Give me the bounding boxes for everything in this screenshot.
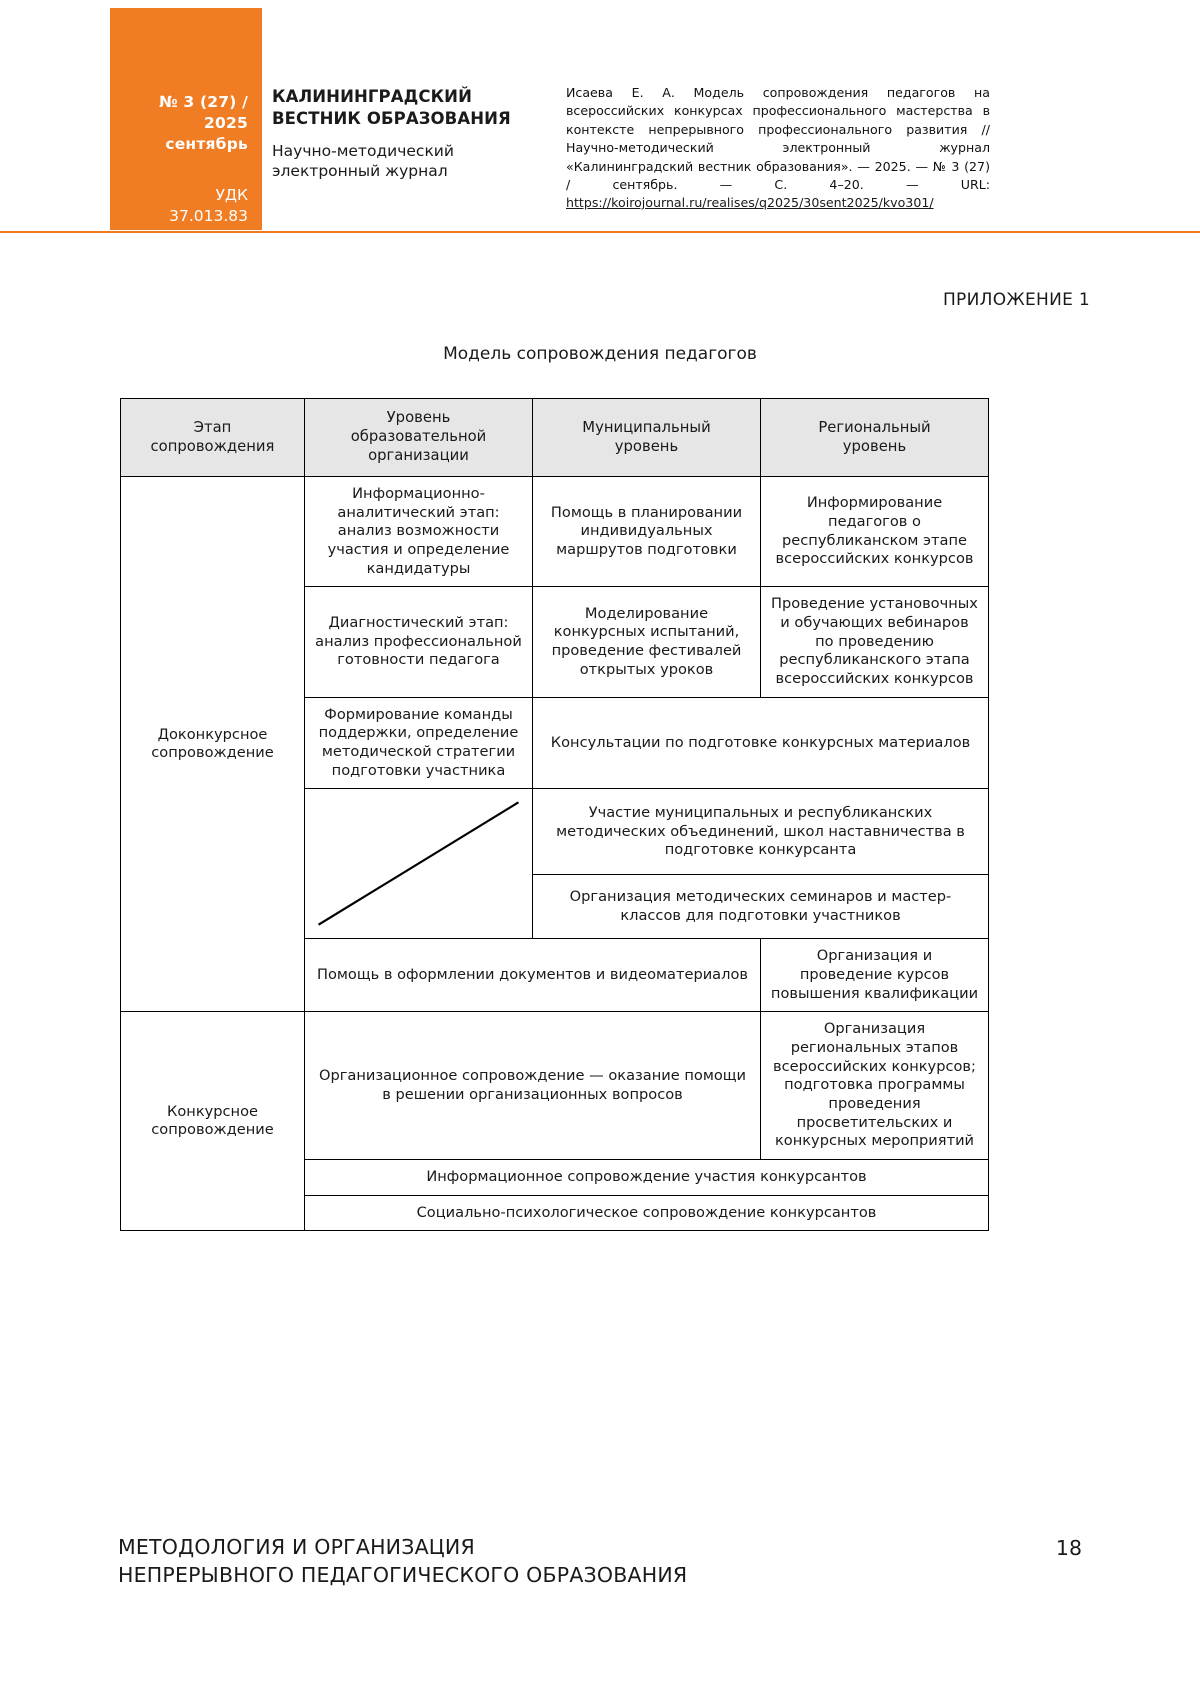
column-header-municipal-level (533, 399, 761, 477)
udk-block (110, 185, 248, 227)
diagonal-strike-cell (305, 789, 533, 939)
cell-r2c4: Проведение установочных и обучающих вебинаров по проведению республиканского этапа всероссийских конкурсов (761, 587, 989, 697)
issue-number-line1: № 3 (27) / 2025 (158, 93, 248, 132)
journal-title (272, 86, 542, 130)
cell-r6c23: Помощь в оформлении документов и видеоматериалов (305, 939, 761, 1012)
cell-r6c4: Организация и проведение курсов повышения квалификации (761, 939, 989, 1012)
cell-r2c3: Моделирование конкурсных испытаний, проведение фестивалей открытых уроков (533, 587, 761, 697)
diagonal-line-icon (313, 797, 524, 930)
citation-block (566, 84, 990, 213)
model-support-table (120, 398, 989, 1231)
table-row (121, 477, 989, 587)
column-header-regional-level (761, 399, 989, 477)
page-title: Модель сопровождения педагогов (443, 344, 757, 364)
model-table-container (120, 398, 988, 1231)
column-header-municipal-level-l2: уровень (614, 437, 679, 455)
column-header-school-level-l2: образовательной (350, 428, 487, 446)
stage-cell-preconkurs (121, 477, 305, 1012)
footer-section-title (118, 1534, 818, 1589)
page-number: 18 (1055, 1536, 1082, 1561)
page-footer (118, 1534, 1082, 1589)
cell-r2c2: Диагностический этап: анализ профессиональной готовности педагога (305, 587, 533, 697)
udk-label: УДК (215, 185, 248, 204)
column-header-stage-l2: сопровождения (150, 437, 275, 455)
column-header-municipal-level-l1: Муниципальный (582, 418, 711, 436)
column-header-school-level-l1: Уровень (386, 409, 451, 427)
citation-text: Исаева Е. А. Модель сопровождения педагогов на всероссийских конкурсах профессионального мастерства в контексте непрерывного профессионального развития // Научно-методический электронный журнал «Калининградский вестник образования». — 2025. — № 3 (27) / сентябрь. — С. 4–20. — URL: (566, 85, 990, 192)
issue-number (110, 92, 248, 155)
stage-cell-preconkurs-l2: сопровождение (151, 744, 274, 762)
cell-r1c4: Информирование педагогов о республиканском этапе всероссийских конкурсов (761, 477, 989, 587)
cell-r7c4: Организация региональных этапов всероссийских конкурсов; подготовка программы проведения просветительских и конкурсных мероприятий (761, 1012, 989, 1160)
journal-masthead (272, 86, 542, 182)
column-header-school-level (305, 399, 533, 477)
journal-subtitle (272, 141, 542, 183)
cell-r4c34: Участие муниципальных и республиканских методических объединений, школ наставничества в подготовке конкурсанта (533, 789, 989, 875)
journal-title-line2: ВЕСТНИК ОБРАЗОВАНИЯ (272, 108, 511, 128)
column-header-stage-l1: Этап (193, 418, 232, 436)
journal-subtitle-line1: Научно-методический (272, 141, 454, 160)
footer-section-title-l2: НЕПРЕРЫВНОГО ПЕДАГОГИЧЕСКОГО ОБРАЗОВАНИЯ (118, 1562, 688, 1587)
header-divider (0, 231, 1200, 233)
cell-r3c2: Формирование команды поддержки, определение методической стратегии подготовки участника (305, 697, 533, 789)
issue-badge (110, 8, 262, 230)
cell-r1c2: Информационно-аналитический этап: анализ возможности участия и определение кандидатуры (305, 477, 533, 587)
stage-cell-preconkurs-l1: Доконкурсное (157, 725, 268, 743)
cell-r7c23: Организационное сопровождение — оказание помощи в решении организационных вопросов (305, 1012, 761, 1160)
column-header-stage (121, 399, 305, 477)
issue-month: сентябрь (165, 134, 248, 153)
page-header (0, 0, 1200, 246)
udk-value: 37.013.83 (169, 206, 248, 225)
table-header-row (121, 399, 989, 477)
table-row (121, 1012, 989, 1160)
cell-r1c3: Помощь в планировании индивидуальных маршрутов подготовки (533, 477, 761, 587)
cell-r9: Социально-психологическое сопровождение конкурсантов (305, 1195, 989, 1231)
column-header-regional-level-l1: Региональный (818, 418, 931, 436)
cell-r3c34: Консультации по подготовке конкурсных материалов (533, 697, 989, 789)
column-header-regional-level-l2: уровень (842, 437, 907, 455)
footer-section-title-l1: МЕТОДОЛОГИЯ И ОРГАНИЗАЦИЯ (118, 1535, 475, 1560)
cell-r5c34: Организация методических семинаров и мастер-классов для подготовки участников (533, 875, 989, 939)
stage-cell-konkurs (121, 1012, 305, 1231)
stage-cell-konkurs-l1: Конкурсное (166, 1102, 259, 1120)
citation-url-link[interactable]: https://koirojournal.ru/realises/q2025/30sent2025/kvo301/ (566, 195, 934, 211)
column-header-school-level-l3: организации (368, 446, 469, 464)
journal-subtitle-line2: электронный журнал (272, 162, 448, 181)
stage-cell-konkurs-l2: сопровождение (151, 1121, 274, 1139)
cell-r8: Информационное сопровождение участия конкурсантов (305, 1160, 989, 1196)
journal-title-line1: КАЛИНИНГРАДСКИЙ (272, 87, 472, 106)
appendix-label: ПРИЛОЖЕНИЕ 1 (942, 290, 1090, 310)
